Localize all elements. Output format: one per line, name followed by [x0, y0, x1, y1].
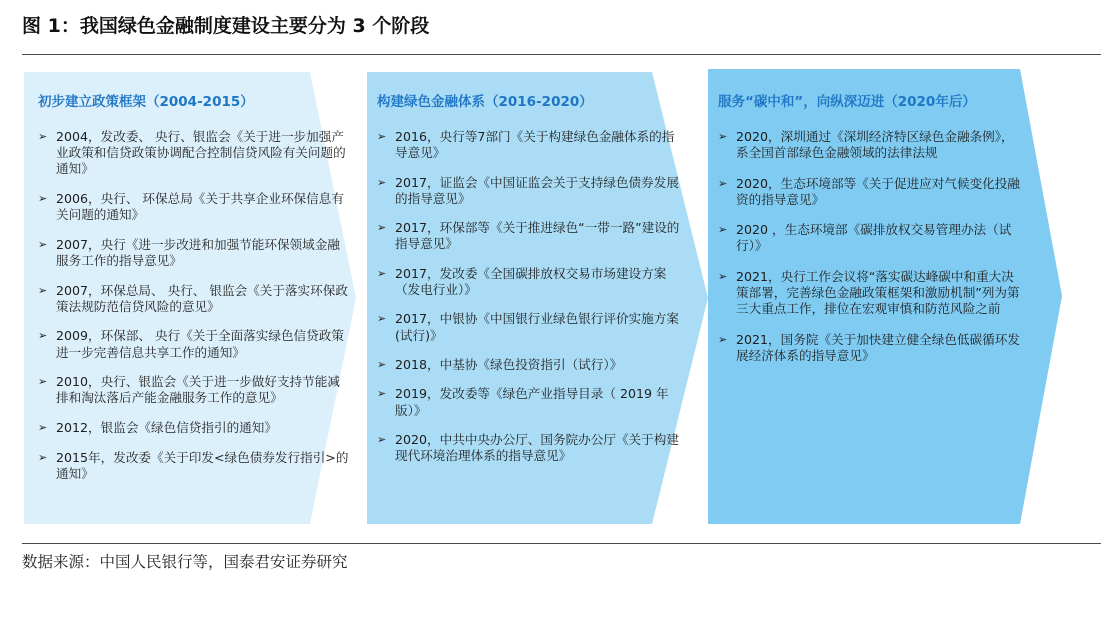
list-item-text: 2015年，发改委《关于印发<绿色债券发行指引>的通知》	[56, 449, 349, 481]
list-item	[718, 269, 1024, 318]
stage-title: 初步建立政策框架（2004-2015）	[38, 94, 254, 110]
list-item-text: 2020 ，生态环境部《碳排放权交易管理办法（试行）》	[736, 222, 1012, 254]
list-item	[718, 129, 1024, 161]
arrowhead-bullet-icon: ➢	[38, 420, 48, 434]
list-item-text: 2017，中银协《中国银行业绿色银行评价实施方案(试行)》	[395, 311, 679, 343]
list-item-text: 2017，证监会《中国证监会关于支持绿色债券发展的指导意见》	[395, 174, 679, 206]
list-item-text: 2006，央行、 环保总局《关于共享企业环保信息有关问题的通知》	[56, 191, 344, 223]
list-item-text: 2020，深圳通过《深圳经济特区绿色金融条例》，系全国首部绿色金融领域的法律法规	[736, 129, 1014, 161]
list-item-text: 2012，银监会《绿色信贷指引的通知》	[56, 419, 277, 435]
bottom-divider	[22, 543, 1101, 544]
arrowhead-bullet-icon: ➢	[377, 357, 387, 371]
arrowhead-bullet-icon: ➢	[38, 283, 48, 297]
stage-item-list	[38, 129, 350, 482]
list-item	[38, 191, 350, 223]
list-item-text: 2007，环保总局、 央行、 银监会《关于落实环保政策法规防范信贷风险的意见》	[56, 282, 348, 314]
list-item-text: 2021，央行工作会议将“落实碳达峰碳中和重大决策部署，完善绿色金融政策框架和激励机制”列为第三大重点工作，排位在宏观审慎和防范风险之前	[736, 268, 1020, 317]
list-item	[377, 129, 683, 161]
list-item-text: 2017，环保部等《关于推进绿色“一带一路”建设的指导意见》	[395, 220, 680, 252]
list-item	[38, 374, 350, 406]
arrowhead-bullet-icon: ➢	[718, 130, 728, 143]
arrowhead-bullet-icon: ➢	[38, 237, 48, 251]
list-item	[38, 237, 350, 269]
list-item	[377, 311, 683, 343]
list-item	[38, 450, 350, 482]
list-item	[38, 283, 350, 315]
arrowhead-bullet-icon: ➢	[38, 329, 48, 343]
arrowhead-bullet-icon: ➢	[377, 221, 387, 235]
stage-item-list	[718, 129, 1024, 364]
arrowhead-bullet-icon: ➢	[718, 269, 728, 283]
list-item-text: 2004，发改委、 央行、银监会《关于进一步加强产业政策和信贷政策协调配合控制信贷风险有关问题的通知》	[56, 129, 346, 177]
stage-title: 服务“碳中和”，向纵深迈进（2020年后）	[718, 94, 976, 110]
list-item	[377, 386, 683, 418]
arrowhead-bullet-icon: ➢	[377, 175, 387, 189]
list-item	[377, 266, 683, 298]
stage-title: 构建绿色金融体系（2016-2020）	[377, 94, 593, 110]
list-item	[718, 222, 1024, 254]
arrowhead-bullet-icon: ➢	[718, 223, 728, 237]
arrowhead-bullet-icon: ➢	[377, 312, 387, 326]
arrowhead-bullet-icon: ➢	[38, 192, 48, 205]
stage-panel-3	[718, 90, 1024, 378]
arrowhead-bullet-icon: ➢	[718, 176, 728, 190]
list-item-text: 2009，环保部、 央行《关于全面落实绿色信贷政策进一步完善信息共享工作的通知》	[56, 328, 344, 360]
list-item-text: 2020，中共中央办公厅、国务院办公厅《关于构建现代环境治理体系的指导意见》	[395, 431, 679, 464]
stage-item-list	[377, 129, 683, 464]
list-item-text: 2020，生态环境部等《关于促进应对气候变化投融资的指导意见》	[736, 175, 1020, 207]
list-item-text: 2019，发改委等《绿色产业指导目录（ 2019 年版）》	[395, 386, 669, 418]
list-item-text: 2021，国务院《关于加快建立健全绿色低碳循环发展经济体系的指导意见》	[736, 331, 1020, 363]
list-item	[38, 328, 350, 360]
list-item-text: 2010，央行、银监会《关于进一步做好支持节能减排和淘汰落后产能金融服务工作的意见》	[56, 374, 340, 406]
list-item	[38, 129, 350, 178]
arrowhead-bullet-icon: ➢	[718, 332, 728, 346]
arrowhead-bullet-icon: ➢	[377, 130, 387, 143]
list-item	[718, 176, 1024, 208]
list-item	[377, 357, 683, 373]
list-item	[377, 175, 683, 207]
stage-panel-2	[377, 90, 683, 478]
list-item-text: 2017，发改委《全国碳排放权交易市场建设方案（发电行业）》	[395, 265, 667, 297]
list-item	[377, 432, 683, 464]
list-item	[38, 420, 350, 436]
list-item	[377, 220, 683, 252]
list-item-text: 2007，央行《进一步改进和加强节能环保领域金融服务工作的指导意见》	[56, 236, 340, 268]
figure-title: 图 1：我国绿色金融制度建设主要分为 3 个阶段	[22, 15, 430, 37]
arrowhead-bullet-icon: ➢	[38, 130, 48, 143]
list-item-text: 2018，中基协《绿色投资指引（试行）》	[395, 356, 623, 372]
arrowhead-bullet-icon: ➢	[38, 375, 48, 389]
arrowhead-bullet-icon: ➢	[38, 450, 48, 464]
stage-panel-1	[38, 90, 350, 495]
arrowhead-bullet-icon: ➢	[377, 387, 387, 401]
arrowhead-bullet-icon: ➢	[377, 266, 387, 280]
list-item	[718, 332, 1024, 364]
list-item-text: 2016，央行等7部门《关于构建绿色金融体系的指导意见》	[395, 129, 675, 161]
arrowhead-bullet-icon: ➢	[377, 432, 387, 446]
source-note: 数据来源：中国人民银行等，国泰君安证券研究	[22, 553, 348, 571]
